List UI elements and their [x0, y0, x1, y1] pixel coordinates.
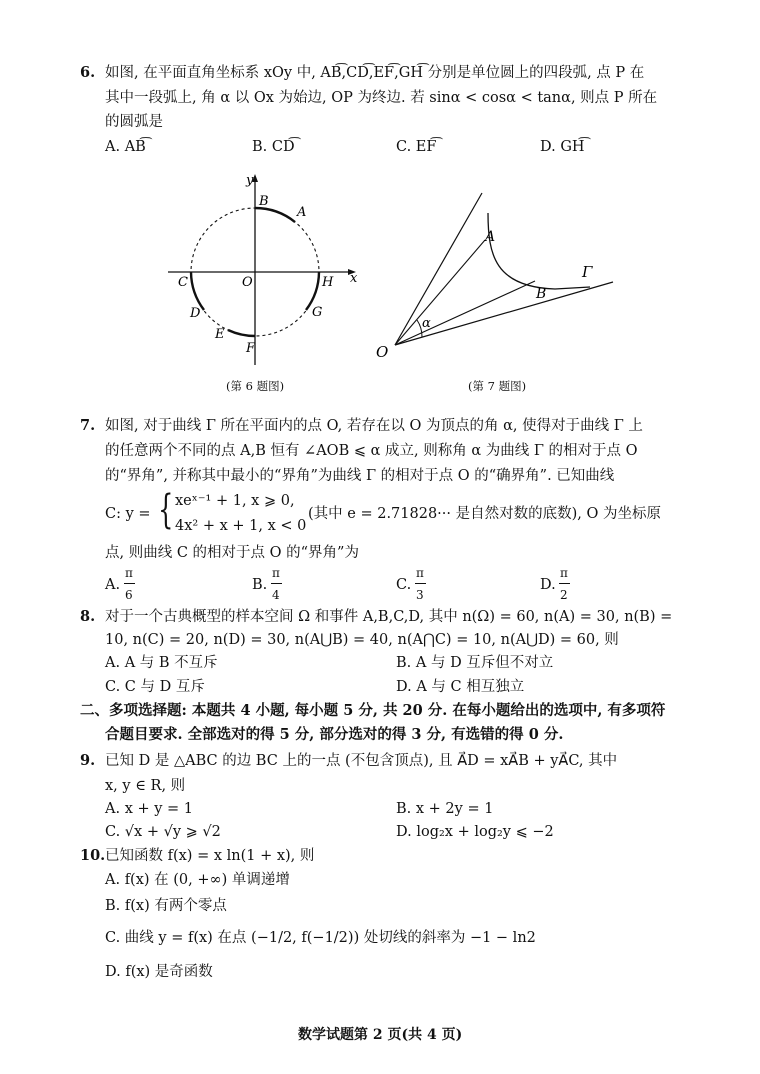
upper-ray [395, 193, 482, 345]
fraction-bar [415, 583, 426, 584]
figure-7-curve-angle [370, 185, 620, 365]
label-a: A [485, 229, 496, 245]
curve-gamma [488, 213, 590, 289]
question-10-option-a: A. f(x) 在 (0, +∞) 单调递增 [105, 872, 290, 888]
curve-suffix: (其中 e = 2.71828··· 是自然对数的底数), O 为坐标原 [308, 506, 661, 522]
question-9-option-d: D. log₂x + log₂y ⩽ −2 [396, 824, 554, 840]
question-8-line-1: 对于一个古典概型的样本空间 Ω 和事件 A,B,C,D, 其中 n(Ω) = 60, n(A) = 30, n(B) = [105, 609, 673, 625]
piecewise-case-1: xeˣ⁻¹ + 1, x ⩾ 0, [175, 493, 295, 509]
label-f: F [246, 341, 256, 356]
question-10-option-d: D. f(x) 是奇函数 [105, 964, 213, 980]
question-8-number: 8. [80, 608, 96, 625]
question-8-line-2: 10, n(C) = 20, n(D) = 30, n(A⋃B) = 40, n(A⋂C) = 10, n(A⋃D) = 60, 则 [105, 632, 619, 648]
option-numerator: π [416, 566, 424, 580]
label-gamma: Γ [582, 263, 593, 281]
page-footer: 数学试题第 2 页(共 4 页) [298, 1027, 463, 1043]
option-label: A. [105, 577, 121, 593]
question-6-number: 6. [80, 64, 96, 81]
question-8-option-d: D. A 与 C 相互独立 [396, 679, 525, 695]
label-e: E [215, 327, 225, 342]
fraction-bar [559, 583, 570, 584]
label-c: C [178, 275, 188, 290]
figure-6-unit-circle [160, 170, 370, 375]
option-numerator: π [272, 566, 280, 580]
fraction-bar [271, 583, 282, 584]
label-y: y [246, 173, 254, 188]
segment-oa [395, 240, 485, 345]
option-numerator: π [125, 566, 133, 580]
question-8-option-c: C. C 与 D 互斥 [105, 679, 205, 695]
question-9-number: 9. [80, 752, 96, 769]
question-10-option-c: C. 曲线 y = f(x) 在点 (−1/2, f(−1/2)) 处切线的斜率为 −1 − ln2 [105, 930, 536, 946]
question-6-option-b: B. CD͡ [252, 139, 295, 155]
arc-ef [228, 330, 255, 336]
option-denominator: 6 [125, 588, 133, 602]
option-label: D. [540, 577, 556, 593]
section-2-heading-line-2: 合题目要求. 全部选对的得 5 分, 部分选对的得 3 分, 有选错的得 0 分. [105, 726, 564, 743]
option-denominator: 4 [272, 588, 280, 602]
lower-ray [395, 282, 613, 345]
label-o: O [242, 275, 253, 290]
option-label: B. [252, 577, 268, 593]
piecewise-brace: { [158, 487, 174, 533]
label-x: x [350, 271, 358, 286]
question-9-option-a: A. x + y = 1 [105, 801, 194, 817]
question-7-line-2: 的任意两个不同的点 A,B 恒有 ∠AOB ⩽ α 成立, 则称角 α 为曲线 Γ 的相对于点 O [105, 443, 638, 459]
question-6-line-1: 如图, 在平面直角坐标系 xOy 中, AB͡,CD͡,EF͡,GH͡ 分别是单位圆上的四段弧, 点 P 在 [105, 65, 645, 81]
label-b: B [259, 194, 269, 209]
question-9-line-2: x, y ∈ R, 则 [105, 778, 186, 794]
label-alpha: α [422, 316, 431, 331]
question-7-line-5: 点, 则曲线 C 的相对于点 O 的“界角”为 [105, 545, 359, 561]
label-h: H [322, 275, 334, 290]
question-6-line-2: 其中一段弧上, 角 α 以 Ox 为始边, OP 为终边. 若 sinα < cosα < tanα, 则点 P 所在 [105, 90, 658, 106]
fraction-bar [124, 583, 135, 584]
option-numerator: π [560, 566, 568, 580]
arc-cd [191, 272, 204, 310]
option-denominator: 2 [560, 588, 568, 602]
curve-prefix: C: y = [105, 506, 151, 522]
question-10-number: 10. [80, 847, 106, 864]
question-6-option-a: A. AB͡ [105, 139, 146, 155]
label-b: B [536, 286, 547, 302]
question-9-option-b: B. x + 2y = 1 [396, 801, 494, 817]
piecewise-case-2: 4x² + x + 1, x < 0 [175, 518, 307, 534]
option-denominator: 3 [416, 588, 424, 602]
label-d: D [190, 306, 201, 321]
arc-ab [255, 208, 295, 222]
label-a: A [297, 205, 307, 220]
segment-ob [395, 281, 535, 345]
label-g: G [312, 305, 323, 320]
question-10-line-1: 已知函数 f(x) = x ln(1 + x), 则 [105, 848, 315, 864]
question-7-line-1: 如图, 对于曲线 Γ 所在平面内的点 O, 若存在以 O 为顶点的角 α, 使得对于曲线 Γ 上 [105, 418, 643, 434]
question-9-line-1: 已知 D 是 △ABC 的边 BC 上的一点 (不包含顶点), 且 A⃗D = xA⃗B + yA⃗C, 其中 [105, 753, 618, 769]
question-9-option-c: C. √x + √y ⩾ √2 [105, 824, 221, 840]
question-10-option-b: B. f(x) 有两个零点 [105, 898, 227, 914]
question-6-option-c: C. EF͡ [396, 139, 437, 155]
question-7-number: 7. [80, 417, 96, 434]
section-2-heading-line-1: 二、多项选择题: 本题共 4 小题, 每小题 5 分, 共 20 分. 在每小题给出的选项中, 有多项符 [80, 702, 666, 719]
question-6-option-d: D. GH͡ [540, 139, 585, 155]
label-o: O [376, 343, 389, 361]
figure-6-caption: (第 6 题图) [226, 379, 285, 393]
question-7-line-3: 的“界角”, 并称其中最小的“界角”为曲线 Γ 的相对于点 O 的“确界角”. 已知曲线 [105, 468, 615, 484]
question-8-option-a: A. A 与 B 不互斥 [105, 655, 218, 671]
question-6-line-3: 的圆弧是 [105, 114, 163, 130]
option-label: C. [396, 577, 412, 593]
figure-7-caption: (第 7 题图) [468, 379, 527, 393]
question-8-option-b: B. A 与 D 互斥但不对立 [396, 655, 554, 671]
